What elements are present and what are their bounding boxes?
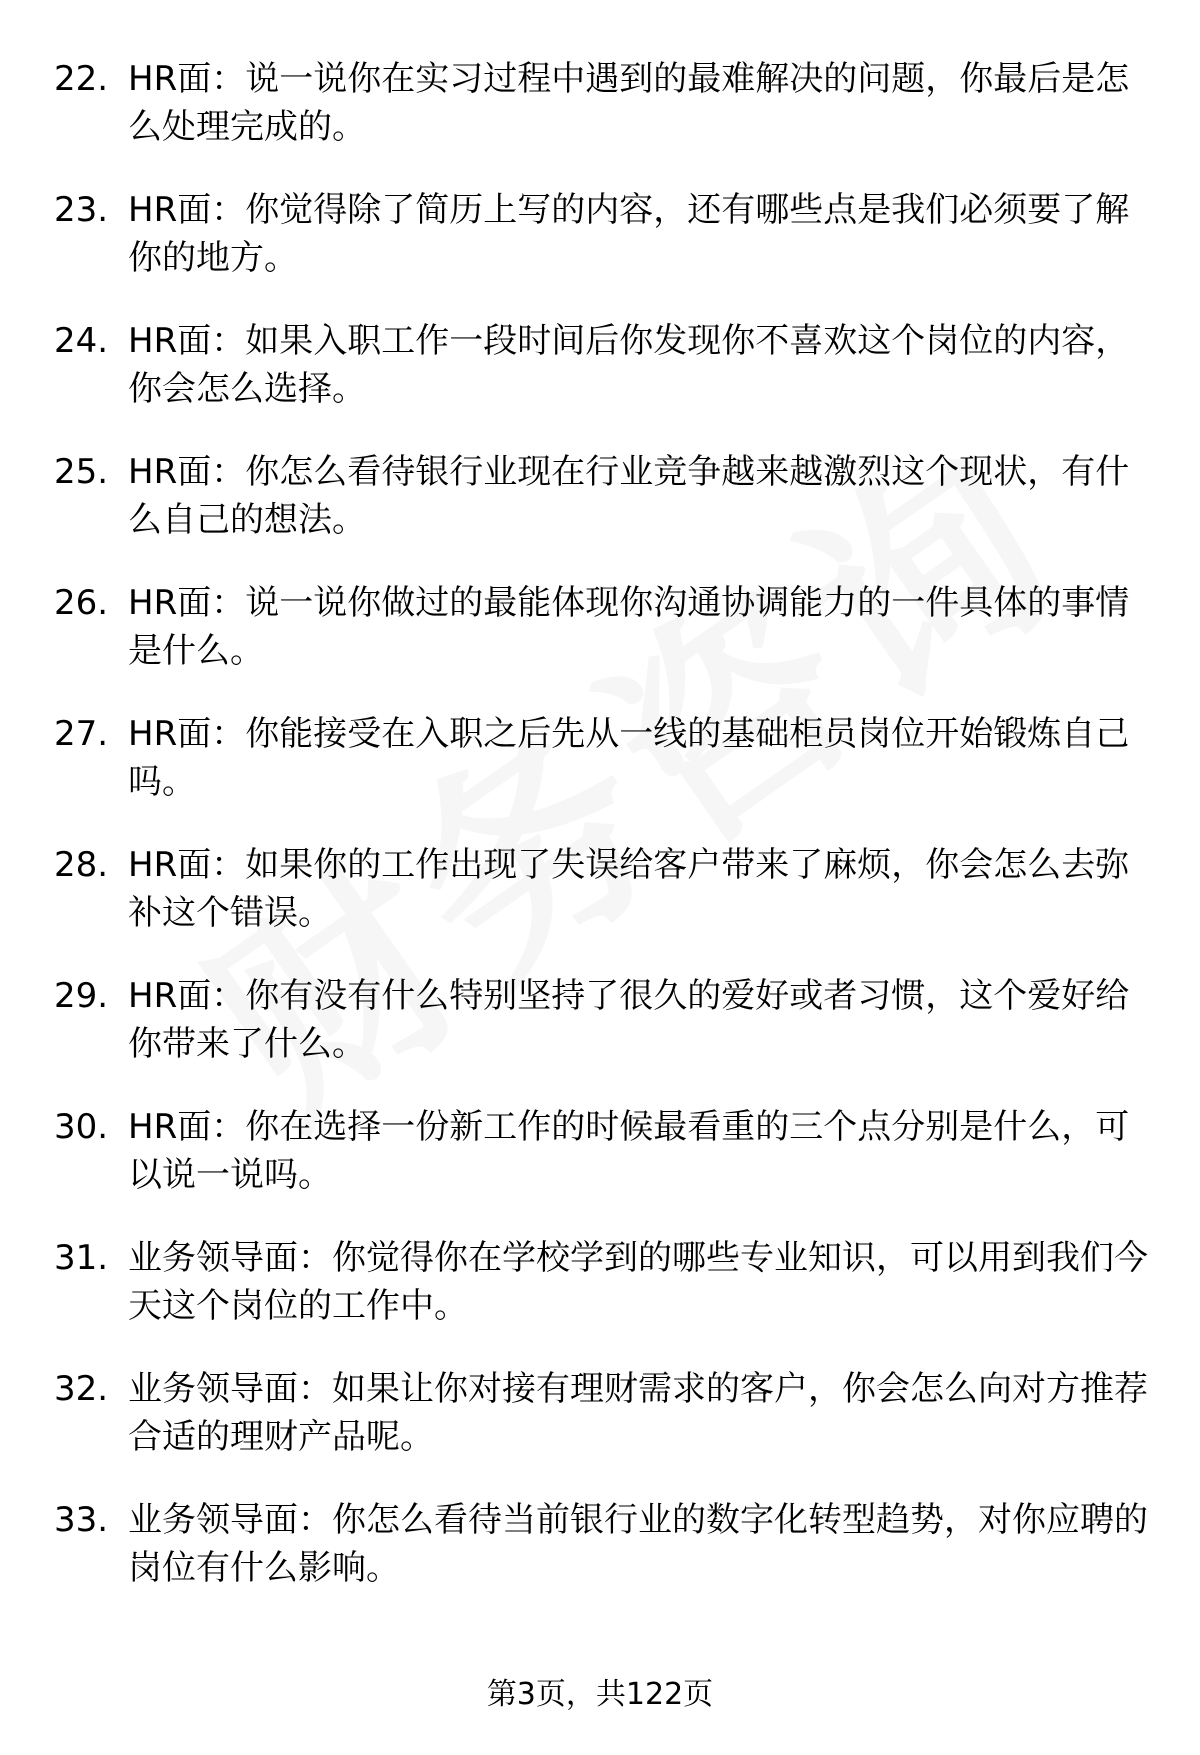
question-number: 32. <box>54 1369 109 1409</box>
list-item <box>0 55 1200 186</box>
question-text: HR面：你怎么看待银行业现在行业竞争越来越激烈这个现状，有什么自己的想法。 <box>128 452 1130 540</box>
question-list <box>0 55 1200 1627</box>
question-number: 29. <box>54 976 109 1016</box>
list-item <box>0 1365 1200 1496</box>
question-number: 33. <box>54 1500 109 1540</box>
question-number: 22. <box>54 59 109 99</box>
list-item <box>0 1103 1200 1234</box>
question-number: 30. <box>54 1107 109 1147</box>
list-item <box>0 1234 1200 1365</box>
question-text: HR面：你觉得除了简历上写的内容，还有哪些点是我们必须要了解你的地方。 <box>128 190 1130 278</box>
question-number: 24. <box>54 321 109 361</box>
question-text: HR面：如果你的工作出现了失误给客户带来了麻烦，你会怎么去弥补这个错误。 <box>128 845 1130 933</box>
page-footer: 第3页，共122页 <box>486 1677 714 1712</box>
question-text: HR面：如果入职工作一段时间后你发现你不喜欢这个岗位的内容，你会怎么选择。 <box>128 321 1130 409</box>
question-number: 31. <box>54 1238 109 1278</box>
question-text: HR面：你有没有什么特别坚持了很久的爱好或者习惯，这个爱好给你带来了什么。 <box>128 976 1130 1064</box>
question-text: HR面：说一说你做过的最能体现你沟通协调能力的一件具体的事情是什么。 <box>128 583 1130 671</box>
list-item <box>0 972 1200 1103</box>
question-number: 28. <box>54 845 109 885</box>
list-item <box>0 448 1200 579</box>
list-item <box>0 1496 1200 1627</box>
list-item <box>0 841 1200 972</box>
question-number: 25. <box>54 452 109 492</box>
list-item <box>0 317 1200 448</box>
question-number: 27. <box>54 714 109 754</box>
question-text: 业务领导面：你觉得你在学校学到的哪些专业知识，可以用到我们今天这个岗位的工作中。 <box>128 1238 1148 1326</box>
question-number: 23. <box>54 190 109 230</box>
question-text: HR面：说一说你在实习过程中遇到的最难解决的问题，你最后是怎么处理完成的。 <box>128 59 1130 147</box>
question-text: 业务领导面：你怎么看待当前银行业的数字化转型趋势，对你应聘的岗位有什么影响。 <box>128 1500 1148 1588</box>
list-item <box>0 710 1200 841</box>
question-text: HR面：你能接受在入职之后先从一线的基础柜员岗位开始锻炼自己吗。 <box>128 714 1130 802</box>
question-number: 26. <box>54 583 109 623</box>
question-text: 业务领导面：如果让你对接有理财需求的客户，你会怎么向对方推荐合适的理财产品呢。 <box>128 1369 1148 1457</box>
question-text: HR面：你在选择一份新工作的时候最看重的三个点分别是什么，可以说一说吗。 <box>128 1107 1130 1195</box>
list-item <box>0 186 1200 317</box>
list-item <box>0 579 1200 710</box>
